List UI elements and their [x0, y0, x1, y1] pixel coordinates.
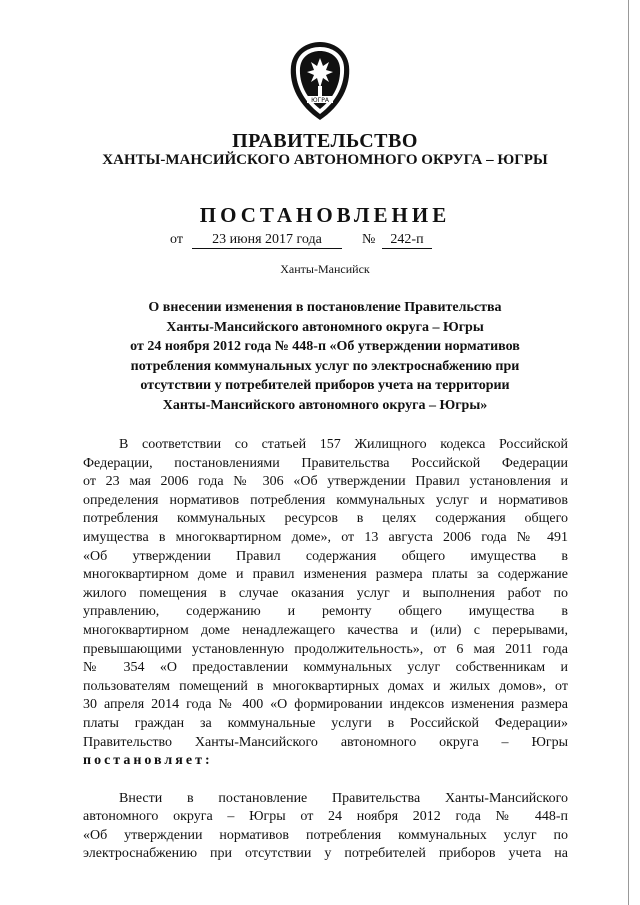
svg-text:ЮГРА: ЮГРА: [311, 97, 329, 104]
city-name: Ханты-Мансийск: [280, 262, 370, 276]
title-line: О внесении изменения в постановление Правительства: [148, 300, 502, 315]
body-line: от 23 мая 2006 года № 306 «Об утверждении Правил установления и: [83, 474, 568, 490]
page-edge-line: [628, 0, 629, 905]
body-line: Правительство Ханты-Мансийского автономного округа – Югры: [83, 734, 568, 750]
date-number-row: [170, 232, 500, 252]
decree-word: постановляет:: [83, 753, 213, 769]
title-line: Ханты-Мансийского автономного округа – Югры: [166, 319, 484, 335]
title-line: Ханты-Мансийского автономного округа – Югры»: [162, 397, 488, 413]
number-label: №: [362, 232, 376, 247]
body-line: В соответствии со статьей 157 Жилищного кодекса Российской: [119, 437, 568, 452]
title-line: потребления коммунальных услуг по электроснабжению при: [130, 358, 520, 374]
document-type: ПОСТАНОВЛЕНИЕ: [199, 203, 451, 227]
body-line: многоквартирном доме ненадлежащего качества и (или) с перерывами,: [83, 622, 568, 638]
document-body: [83, 436, 568, 864]
body-line: превышающими установленную продолжительность», от 6 мая 2011 года: [83, 641, 568, 657]
body-line: автономного округа – Югры от 24 ноября 2012 года № 448-п: [83, 809, 568, 825]
body-line: «Об утверждении Правил содержания общего имущества в: [83, 548, 568, 564]
body-line: 30 апреля 2014 года № 400 «О формировании индексов изменения размера: [83, 697, 568, 713]
body-line: пользователям помещений в многоквартирных домах и жилых домов», от: [83, 678, 568, 694]
document-number: 242-п: [382, 232, 432, 249]
title-line: от 24 ноября 2012 года № 448-п «Об утверждении нормативов: [130, 339, 520, 354]
body-line: № 354 «О предоставлении коммунальных услуг собственникам и: [83, 660, 568, 676]
paragraph-2: [83, 790, 568, 864]
document-date: 23 июня 2017 года: [192, 232, 342, 249]
body-line: жилого помещения в случае оказания услуг и выполнения работ по: [83, 585, 568, 601]
document-title: [100, 298, 550, 415]
government-region: ХАНТЫ-МАНСИЙСКОГО АВТОНОМНОГО ОКРУГА – ЮГРЫ: [102, 152, 548, 168]
body-line: «Об утверждении нормативов потребления коммунальных услуг по: [83, 827, 568, 843]
body-line: Внести в постановление Правительства Ханты-Мансийского: [119, 790, 568, 806]
coat-of-arms-icon: [285, 40, 355, 124]
body-line: определения нормативов потребления коммунальных услуг и нормативов: [83, 492, 568, 508]
body-line: управлению, содержанию и ремонту общего имущества в: [83, 604, 568, 620]
body-line: многоквартирном доме и правил изменения размера платы за содержание: [83, 567, 568, 583]
body-line: потребления коммунальных ресурсов в целях содержания общего: [83, 511, 568, 527]
body-line: электроснабжению при отсутствии у потребителей приборов учета на: [83, 846, 568, 862]
body-line: имущества в многоквартирном доме», от 13 августа 2006 года № 491: [83, 529, 568, 545]
from-label: от: [170, 232, 183, 247]
body-line: Федерации, постановлениями Правительства Российской Федерации: [83, 455, 568, 471]
body-line: платы граждан за коммунальные услуги в Российской Федерации»: [83, 715, 568, 731]
title-line: отсутствии у потребителей приборов учета на территории: [140, 378, 510, 393]
government-title: ПРАВИТЕЛЬСТВО: [232, 130, 418, 152]
